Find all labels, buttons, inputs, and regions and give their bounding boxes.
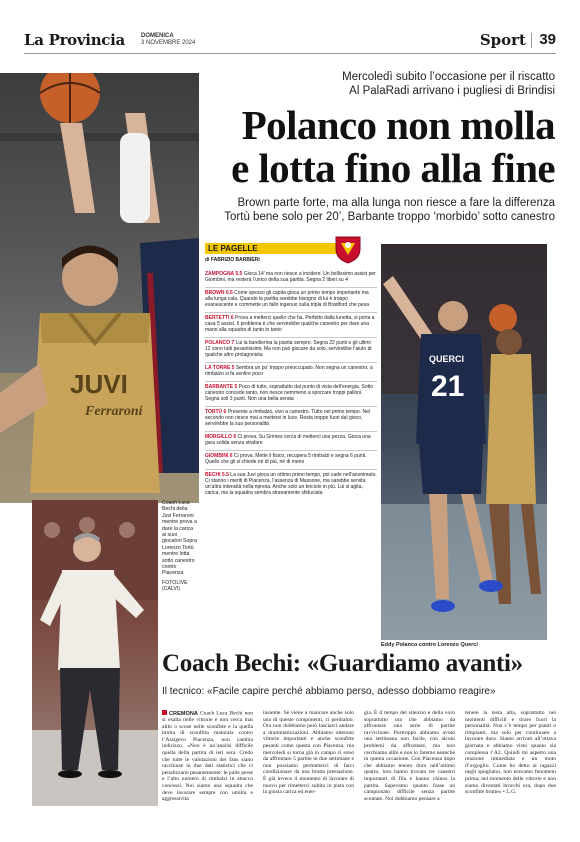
rating-player: BROWN 6.5	[205, 290, 233, 296]
coach-article-body	[162, 710, 556, 820]
rating-item	[205, 407, 377, 432]
article-column-2	[263, 710, 354, 796]
kicker-line-1: Mercoledì subito l’occasione per il riscatto	[342, 71, 555, 83]
article-column-1	[162, 710, 253, 803]
photo-illustration	[32, 500, 158, 806]
article-kicker	[205, 70, 555, 98]
photo-illustration	[0, 73, 199, 503]
section-name: Sport	[479, 31, 526, 49]
newspaper-logo: La Provincia	[24, 31, 125, 49]
headline-line-2: e lotta fino alla fine	[231, 145, 555, 191]
rating-text: Poco di tutto, soprattutto dal punto di vista dell’energia. Sotto canestro concede tanto, non riesce nemmeno a sporcare troppi palloni. Segna soli 3 punti. Non una bella serata	[205, 384, 374, 402]
jersey-sponsor: Ferraroni	[85, 404, 143, 419]
rating-item	[205, 269, 377, 288]
photo-credit: FOTOLIVE (CALVI)	[162, 579, 188, 593]
rating-text: Presente a rimbalzo, vivo a canestro. Tutto nel primo tempo. Nel secondo non riesce mai a mettersi in luce. Resta troppo fuori dal gioco, servirebbe la sua personalità	[205, 409, 370, 427]
issue-date	[141, 33, 195, 47]
coach-headline: Coach Bechi: «Guardiamo avanti»	[162, 650, 523, 677]
photo-coach-bechi	[32, 500, 158, 806]
rating-text: Ci prova. Mette il fisico, recupera 5 rimbalzi e segna 6 punti. Quello che gli si chiede né di più, né di meno	[205, 453, 367, 465]
rating-item	[205, 338, 377, 363]
dateline: CREMONA	[162, 711, 198, 717]
rating-text: Ci prova. Su Grimes cerca di metterci una pezza. Gioca una gara solida senza strafare	[205, 434, 371, 446]
rating-item	[205, 313, 377, 338]
pagelle-author: di FABRIZIO BARBIERI	[205, 257, 260, 263]
rating-player: BERTETTI 6	[205, 315, 234, 321]
photo-tortu-shooting	[0, 73, 199, 503]
jersey-name: QUERCI	[429, 354, 465, 364]
rating-item	[205, 363, 377, 382]
article-headline	[205, 104, 555, 190]
column-text: tenere la testa alta, soprattutto nei momenti difficili e tirare fuori la personalità. Non c’è tempo per pianti o rimpianti, ma solo per continuare a lavorare duro. Siamo arrivati all’ottava giornata e abbiamo visto quanto sia complessa l’A2. Quindi mi aspetto una reazione immediata e un moto d’orgoglio. Come ho detto ai ragazzi negli spogliatoi, non eravamo fenomeni prima, nel momento delle vittorie e non siamo diventati brocchi ora, dopo due sconfitte brutte» • L.G.	[465, 710, 556, 796]
rating-player: MORGILLO 6	[205, 434, 237, 440]
article-column-3	[364, 710, 455, 802]
photo-illustration	[381, 244, 547, 640]
page-number: 39	[539, 31, 556, 48]
column-text: insieme. Se viene a mancare anche solo una di queste componenti, ci perdiamo. Ora non dobbiamo però lasciarci andare a drammatizzazioni. Abbiamo ottenuto vittorie importanti e anche sconfitte pesanti come questa con Piacenza, ma mercoledì si torna già in campo ci sono da affrontare 5 partite in due settimane e non possiamo permetterci di farci condizionare da una brutta prestazione. È già invece il momento di lavorare di nuovo per rimetterci subito in pista con la giusta carica ed ener-	[263, 710, 354, 796]
page-header	[24, 30, 556, 54]
pagelle-title: LE PAGELLE	[205, 243, 355, 254]
photo-polanco-vs-querci	[381, 244, 547, 640]
issue-day: DOMENICA	[141, 33, 174, 39]
issue-full-date: 3 NOVEMBRE 2024	[141, 40, 196, 46]
rating-text: Gioca 14’ ma non riesce a incidere. Un bellissimo assist per Giombini, ma resterà l’unico della sua partita. Segna 2 liberi su 4	[205, 271, 376, 283]
column-text: gia. È il tempo del silenzio e della voro soprattutto ora che abbiamo da affrontare una serie di partite ravvicinate. Purtroppo abbiamo avuto una settimana non facile, con alcuni problemi da affrontare, ma non cerchiamo alibi e non lo faremo neanche in questa occasione. Con Piacenza dopo che abbiamo tenuto duro nell’ultimo quarto, loro hanno trovato tre canestri importanti di fila e hanno chiuso la partita. Sapevamo quanto fosse un campionato difficile senza partite scontate. Noi dobbiamo pensare a	[364, 710, 456, 802]
rating-item	[205, 432, 377, 451]
rating-player: TORTÙ 6	[205, 409, 227, 415]
header-divider	[531, 33, 532, 48]
rating-item	[205, 288, 377, 313]
rating-player: LA TORRE 5	[205, 365, 235, 371]
column-text: Coach Luca Bechi non si esalta nelle vittorie e non cerca mai alibi o scuse nelle sconfitte e la quella brutta di sconfitta maturata contro l’Assigeco Piacenza, non cambia indirizzo. «Non è un’analisi difficile quella della partita di ieri sera. Credo che tutte le valutazioni dei fans siano racchiuse in due dati statistici che ci penalizzano pesantemente: le palle perse e l’alto numero di rimbalzi in attacco concessi. Noi siamo una squadra che deve lavorare sempre con umiltà e aggressività	[162, 710, 254, 803]
subheadline-line-2: Tortù bene solo per 20’, Barbante troppo ‘morbido’ sotto canestro	[224, 211, 555, 223]
ratings-list	[205, 269, 377, 500]
rating-item	[205, 451, 377, 470]
subheadline-line-1: Brown parte forte, ma alla lunga non riesce a fare la differenza	[237, 197, 555, 209]
rating-item	[205, 470, 377, 500]
rating-player: POLANCO 7	[205, 340, 235, 346]
kicker-line-2: Al PalaRadi arrivano i pugliesi di Brindisi	[349, 85, 555, 97]
photo-caption-right: Eddy Polanco contro Lorenzo Querci	[381, 642, 478, 648]
jersey-number: 21	[431, 370, 465, 403]
rating-text: Sembra un po’ troppo preoccupato. Non segna un canestro, a rimbalzo si fa sentire poco	[205, 365, 373, 377]
photo-caption-left	[162, 500, 198, 593]
rating-player: ZAMPOGNA 5.5	[205, 271, 243, 277]
rating-text: Come spesso gli capita gioca un primo tempo importante ma alla lunga cala. Quando la partita sarebbe bisogno di lui è troppo evanescente e commette un fallo ingenuo sulla tripla di Bradford che pesa	[205, 290, 369, 308]
rating-text: Lui la bandierina la pianta sempre. Segna 22 punti e gli ultimi 12 sono tutti pesantissimi. Ma non può giocare da solo, servirebbe l’aiuto di qualche altro protagonista	[205, 340, 372, 358]
article-column-4	[465, 710, 556, 796]
jersey-text: JUVI	[70, 369, 128, 399]
caption-text: Coach Luca Bechi della Juvi Ferraroni mentre prova a dare la carica ai suoi giocatori Sopra Lorenzo Tortù mentre lotta sotto canestro contro Piacenza	[162, 500, 197, 577]
headline-line-1: Polanco non molla	[241, 102, 555, 148]
team-crest-icon	[332, 233, 364, 265]
rating-item	[205, 382, 377, 407]
rating-text: La sua Juvi gioca un ottimo primo tempo, poi cade nell’anonimato. Ci stanno i meriti di Piacenza, l’assenza di Massone, ma sarebbe servita un’altra intensità nella ripresa. Anche solo un briciolo in più. Lui si agita, carica, ma la squadra sembra stranamente sfiduciata	[205, 472, 377, 496]
rating-player: BARBANTE 5	[205, 384, 238, 390]
rating-player: BECHI 5.5	[205, 472, 229, 478]
rating-text: Prova a metterci quello che ha. Perfetto dalla lunetta, si porta a casa 5 assist. Il problema è che servirebbe qualche canestro per dare una mano alla squadra di tanto in tanto	[205, 315, 375, 333]
coach-subheadline: Il tecnico: «Facile capire perché abbiamo perso, adesso dobbiamo reagire»	[162, 686, 496, 697]
rating-player: GIOMBINI 6	[205, 453, 233, 459]
article-subheadline	[205, 196, 555, 224]
